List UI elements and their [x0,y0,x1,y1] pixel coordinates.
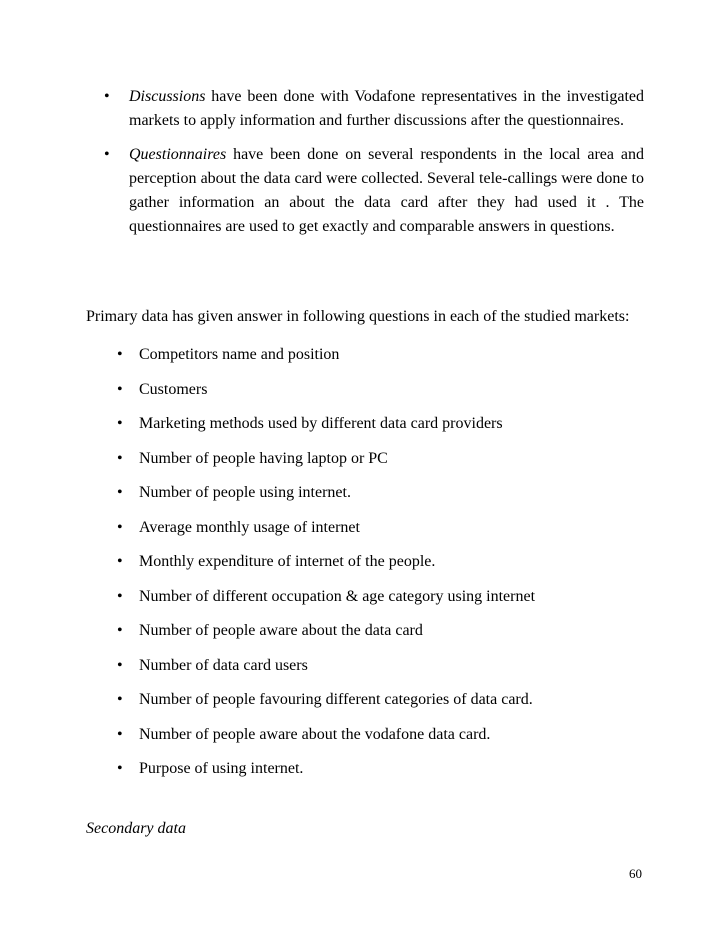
bullet-icon: • [117,380,123,398]
bullet-icon: • [117,553,123,570]
list-item-text: Number of people favouring different categories of data card. [139,691,533,708]
list-item-text: Competitors name and position [139,346,340,363]
bullet-body-text: have been done on several respondents in the local area and perception about the data card were collected. Several tele-callings were done to gather information an about the data card after they had used it . The questionnaires are used to get exactly and comparable answers in questions. [129,146,644,235]
bullet-icon: • [117,346,123,363]
list-item-text: Marketing methods used by different data card providers [139,415,503,432]
list-item-text: Average monthly usage of internet [139,518,360,536]
list-item [117,412,535,447]
bullet-lead-term: Discussions [129,88,206,105]
bullet-icon: • [117,449,123,467]
list-item-text: Number of people aware about the vodafone data card. [139,725,491,743]
list-item-text: Number of people using internet. [139,484,351,501]
list-item-text: Number of people having laptop or PC [139,449,388,467]
bullet-icon: • [117,484,123,501]
list-item-text: Monthly expenditure of internet of the people. [139,553,436,570]
list-item [104,85,644,133]
list-item [117,550,535,585]
bullet-icon: • [117,656,123,674]
primary-data-paragraph: Primary data has given answer in following questions in each of the studied markets: [86,308,630,325]
list-item-text: Purpose of using internet. [139,760,304,777]
bullet-icon: • [117,725,123,743]
primary-questions-list [117,343,535,792]
bullet-icon: • [117,760,123,777]
bullet-icon: • [104,88,110,105]
page-number: 60 [629,866,642,881]
list-item [117,723,535,758]
list-item [117,619,535,654]
bullet-icon: • [117,518,123,536]
bullet-icon: • [117,691,123,708]
method-bullet-list [104,85,644,249]
list-item [117,481,535,516]
list-item [117,516,535,551]
bullet-lead-term: Questionnaires [129,146,227,163]
list-item [117,654,535,689]
bullet-icon: • [117,622,123,639]
list-item-text: Number of different occupation & age category using internet [139,587,536,605]
bullet-body-text: have been done with Vodafone representatives in the investigated markets to apply information and further discussions after the questionnaires. [129,88,644,129]
list-item [117,447,535,482]
bullet-icon: • [117,415,123,432]
list-item [104,143,644,239]
list-item-text: Number of data card users [139,656,308,674]
bullet-icon: • [104,146,110,163]
list-item [117,688,535,723]
list-item-text: Number of people aware about the data card [139,622,423,639]
list-item-text: Customers [139,380,208,398]
bullet-icon: • [117,587,123,605]
list-item [117,378,535,413]
secondary-data-heading: Secondary data [86,820,186,837]
list-item [117,757,535,792]
list-item [117,343,535,378]
list-item [117,585,535,620]
